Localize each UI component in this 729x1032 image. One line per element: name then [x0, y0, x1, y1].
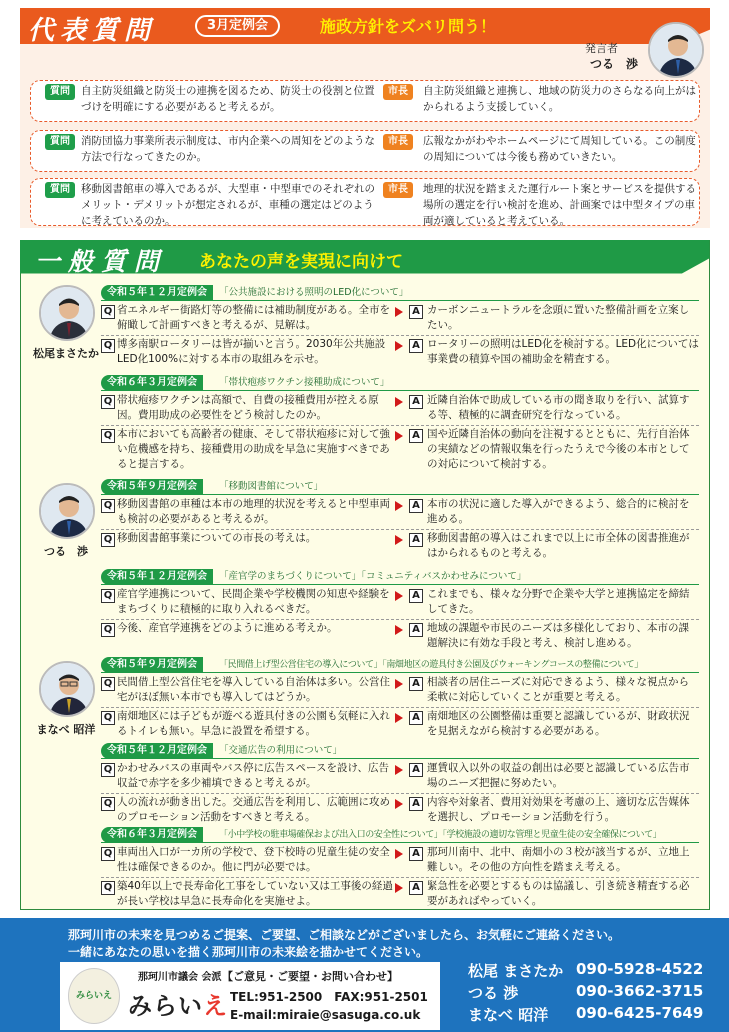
answer-text: ロータリーの照明はLED化を検討する。LED化については事業費の積算や国の補助金を精査する。	[427, 338, 699, 365]
answer-text: 自主防災組織と連携し、地域の防災力のさらなる向上がはかられるよう支援していく。	[423, 85, 696, 113]
a-mark: A	[409, 881, 423, 895]
a-mark: A	[409, 677, 423, 691]
representative-question-section	[20, 8, 710, 228]
arrow-right-icon	[395, 849, 403, 859]
q-mark: Q	[101, 339, 115, 353]
section-subtitle: 施政方針をズバリ問う！	[320, 17, 497, 36]
footer-message-line1: 那珂川市の未来を見つめるご提案、ご要望、ご相談などがございましたら、お気軽にご連絡ください。	[68, 928, 621, 942]
answer-text: 緊急性を必要とするものは協議し、引き続き精査する必要があればやっていく。	[427, 880, 690, 907]
answer-label: 市長	[383, 182, 413, 198]
session-tag: 令和５年９月定例会	[101, 479, 203, 495]
q-mark: Q	[101, 677, 115, 691]
question-text: 車両出入口が一カ所の学校で、登下校時の児童生徒の安全性は確保できるのか。他に門が必要では。	[117, 846, 390, 873]
session-topic: 「小中学校の駐車場確保および出入口の安全性について」「学校施設の適切な管理と児童生徒の安全確保について」	[219, 827, 661, 843]
question-text: 博多南駅ロータリーは皆が揃いと言う。2030年公共施設LED化100%に対する本市の取組みを示せ。	[117, 338, 386, 365]
answer-text: 運賃収入以外の収益の創出は必要と認識している広告市場のニーズ把握に努めたい。	[427, 762, 690, 789]
q-mark: Q	[101, 763, 115, 777]
contact-phone[interactable]: 090-6425-7649	[576, 1004, 704, 1022]
contact-name: つる 渉	[468, 984, 519, 1002]
brand-part-a: みらい	[128, 992, 203, 1020]
contact-tel-fax: TEL:951-2500 FAX:951-2501	[230, 990, 428, 1004]
a-mark: A	[409, 305, 423, 319]
a-mark: A	[409, 623, 423, 637]
contact-heading: 【ご意見・ご要望・お問い合わせ】	[222, 970, 398, 983]
session-topic: 「民間借上げ型公営住宅の導入について」「南畑地区の遊具付き公園及びウォーキングコースの整備について」	[219, 657, 643, 673]
speaker-name: つる 渉	[590, 57, 639, 71]
question-text: 移動図書館事業についての市長の考えは。	[117, 532, 317, 544]
contact-footer	[0, 918, 729, 1032]
question-text: 省エネルギー街路灯等の整備には補助制度がある。全市を俯瞰して計画すべきと考えるが、見解は。	[117, 304, 390, 331]
question-text: 消防団協力事業所表示制度は、市内企業への周知をどのような方法で行なってきたのか。	[81, 135, 375, 163]
arrow-right-icon	[395, 799, 403, 809]
a-mark: A	[409, 763, 423, 777]
answer-text: 地理的状況を踏まえた運行ルート案とサービスを提供する場所の選定を行い検討を進め、計画案では中型タイプの車両が適していると考えている。	[423, 183, 696, 227]
q-mark: Q	[101, 623, 115, 637]
member-portrait	[39, 661, 95, 717]
question-text: 移動図書館車の導入であるが、大型車・中型車でのそれぞれのメリット・デメリットが想定されるが、車種の選定はどのように考えているのか。	[81, 183, 375, 227]
session-tag: 令和５年１２月定例会	[101, 743, 213, 759]
session-tag: 令和６年３月定例会	[101, 375, 203, 391]
contact-name: まなべ 昭洋	[468, 1006, 549, 1024]
q-mark: Q	[101, 589, 115, 603]
contact-phone[interactable]: 090-5928-4522	[576, 960, 704, 978]
a-mark: A	[409, 339, 423, 353]
answer-text: 広報なかがわやホームページにて周知している。この制度の周知については今後も務めていきたい。	[423, 135, 696, 163]
general-question-section	[20, 240, 710, 910]
arrow-right-icon	[395, 341, 403, 351]
q-mark: Q	[101, 797, 115, 811]
member-portrait	[39, 483, 95, 539]
answer-text: 近隣自治体で助成している市の聞き取りを行い、試算する等、積極的に調査研究を行なっている。	[427, 394, 690, 421]
session-tag: 令和６年３月定例会	[101, 827, 203, 843]
question-text: 今後、産官学連携をどのように進める考えか。	[117, 622, 338, 634]
member-name: つる 渉	[44, 545, 88, 558]
a-mark: A	[409, 395, 423, 409]
member-name: まなべ 昭洋	[36, 723, 96, 736]
party-brand	[128, 986, 228, 1021]
q-mark: Q	[101, 395, 115, 409]
speaker-portrait	[648, 22, 704, 78]
q-mark: Q	[101, 305, 115, 319]
question-text: 民間借上型公営住宅を導入している自治体は多い。公営住宅がほぼ無い本市でも導入してはどうか。	[117, 676, 390, 703]
qa-item	[30, 178, 700, 226]
arrow-right-icon	[395, 397, 403, 407]
session-topic: 「移動図書館について」	[219, 479, 323, 495]
a-mark: A	[409, 429, 423, 443]
answer-text: 国や近隣自治体の動向を注視するとともに、先行自治体の実績などの情報収集を行ったうえで今後の本市としての対応について検討する。	[427, 428, 690, 470]
party-org: 那珂川市議会 会派	[138, 972, 222, 983]
footer-message-line2: 一緒にあなたの思いを描く那珂川市の未来絵を描かせてください。	[68, 945, 429, 959]
answer-label: 市長	[383, 84, 413, 100]
question-text: 移動図書館の車種は本市の地理的状況を考えると中型車両も検討の必要があると考えるが。	[117, 498, 390, 525]
q-mark: Q	[101, 847, 115, 861]
question-label: 質問	[45, 134, 75, 150]
member-portrait	[39, 285, 95, 341]
question-text: 南畑地区には子どもが遊べる遊具付きの公園も気軽に入れるトイレも無い。早急に設置を希望する。	[117, 710, 390, 737]
answer-text: 内容や対象者、費用対効果を考慮の上、適切な広告媒体を選択し、プロモーション活動を行う。	[427, 796, 690, 823]
answer-text: 本市の状況に適した導入ができるよう、総合的に検討を進める。	[427, 498, 690, 525]
question-text: 築40年以上で長寿命化工事をしていない又は工事後の経過が長い学校は早急に長寿命化を実施せよ。	[117, 880, 393, 907]
answer-text: 南畑地区の公園整備は重要と認識しているが、財政状況を見据えながら検討する必要がある。	[427, 710, 690, 737]
q-mark: Q	[101, 881, 115, 895]
question-text: 本市においても高齢者の健康、そして帯状疱疹に対して強い危機感を持ち、接種費用の助成を早急に実施すべきであると提言する。	[117, 428, 390, 470]
speaker-label: 発言者	[585, 42, 618, 55]
session-topic: 「帯状疱疹ワクチン接種助成について」	[219, 375, 389, 391]
session-tag: 令和５年１２月定例会	[101, 569, 213, 585]
a-mark: A	[409, 533, 423, 547]
contact-email[interactable]: E-mail:miraie@sasuga.co.uk	[230, 1008, 421, 1022]
question-text: 帯状疱疹ワクチンは高額で、自費の接種費用が控える原因。費用助成の必要性をどう検討したのか。	[117, 394, 379, 421]
answer-label: 市長	[383, 134, 413, 150]
arrow-right-icon	[395, 307, 403, 317]
a-mark: A	[409, 589, 423, 603]
section-title: 一般質問	[35, 247, 168, 276]
session-topic: 「公共施設における照明のLED化について」	[219, 285, 408, 301]
section-subtitle: あなたの声を実現に向けて	[199, 252, 403, 272]
question-text: 自主防災組織と防災士の連携を図るため、防災士の役割と位置づけを明確にする必要があると考えるが。	[81, 85, 375, 113]
contact-name: 松尾 まさたか	[468, 962, 564, 980]
qa-item	[30, 80, 700, 122]
qa-item	[30, 130, 700, 172]
session-topic: 「産官学のまちづくりについて」「コミュニティバスかわせみについて」	[219, 569, 526, 585]
answer-text: 相談者の居住ニーズに対応できるよう、様々な視点から柔軟に対応していくことが重要と考える。	[427, 676, 689, 703]
question-label: 質問	[45, 182, 75, 198]
q-mark: Q	[101, 429, 115, 443]
question-text: かわせみバスの車両やバス停に広告スペースを設け、広告収益で赤字を多少補填できると考えるが。	[117, 762, 390, 789]
a-mark: A	[409, 711, 423, 725]
answer-text: カーボンニュートラルを念頭に置いた整備計画を立案したい。	[427, 304, 690, 331]
session-tag: 令和５年１２月定例会	[101, 285, 213, 301]
party-logo: みらいえ	[68, 968, 120, 1024]
arrow-right-icon	[395, 535, 403, 545]
question-text: 人の流れが動き出した。交通広告を利用し、広範囲に攻めのプロモーション活動をすべきと考える。	[117, 796, 390, 823]
question-text: 産官学連携について、民間企業や学校機関の知恵や経験をまちづくりに積極的に取り入れるべきだ。	[117, 588, 390, 615]
member-name: 松尾まさたか	[33, 347, 99, 360]
question-label: 質問	[45, 84, 75, 100]
a-mark: A	[409, 499, 423, 513]
section-title: 代表質問	[28, 16, 157, 46]
answer-text: 移動図書館の導入はこれまで以上に市全体の図書推進がはかられるものと考える。	[427, 532, 690, 559]
q-mark: Q	[101, 499, 115, 513]
a-mark: A	[409, 797, 423, 811]
arrow-right-icon	[395, 679, 403, 689]
q-mark: Q	[101, 533, 115, 547]
contact-card	[60, 962, 440, 1030]
answer-text: 地域の課題や市民のニーズは多様化しており、本市の課題解決に有効な手段と考え、検討し進める。	[427, 622, 689, 649]
arrow-right-icon	[395, 765, 403, 775]
answer-text: これまでも、様々な分野で企業や大学と連携協定を締結してきた。	[427, 588, 690, 615]
arrow-right-icon	[395, 431, 403, 441]
arrow-right-icon	[395, 625, 403, 635]
q-mark: Q	[101, 711, 115, 725]
arrow-right-icon	[395, 501, 403, 511]
answer-text: 那珂川南中、北中、南畑小の３校が該当するが、立地上難しい。その他の方向性を踏まえ考える。	[427, 846, 690, 873]
arrow-right-icon	[395, 591, 403, 601]
session-tag: 令和５年９月定例会	[101, 657, 203, 673]
a-mark: A	[409, 847, 423, 861]
arrow-right-icon	[395, 883, 403, 893]
session-topic: 「交通広告の利用について」	[219, 743, 342, 759]
brand-part-b: え	[203, 992, 228, 1020]
session-badge: 3月定例会	[195, 15, 280, 37]
arrow-right-icon	[395, 713, 403, 723]
contact-phone[interactable]: 090-3662-3715	[576, 982, 704, 1000]
